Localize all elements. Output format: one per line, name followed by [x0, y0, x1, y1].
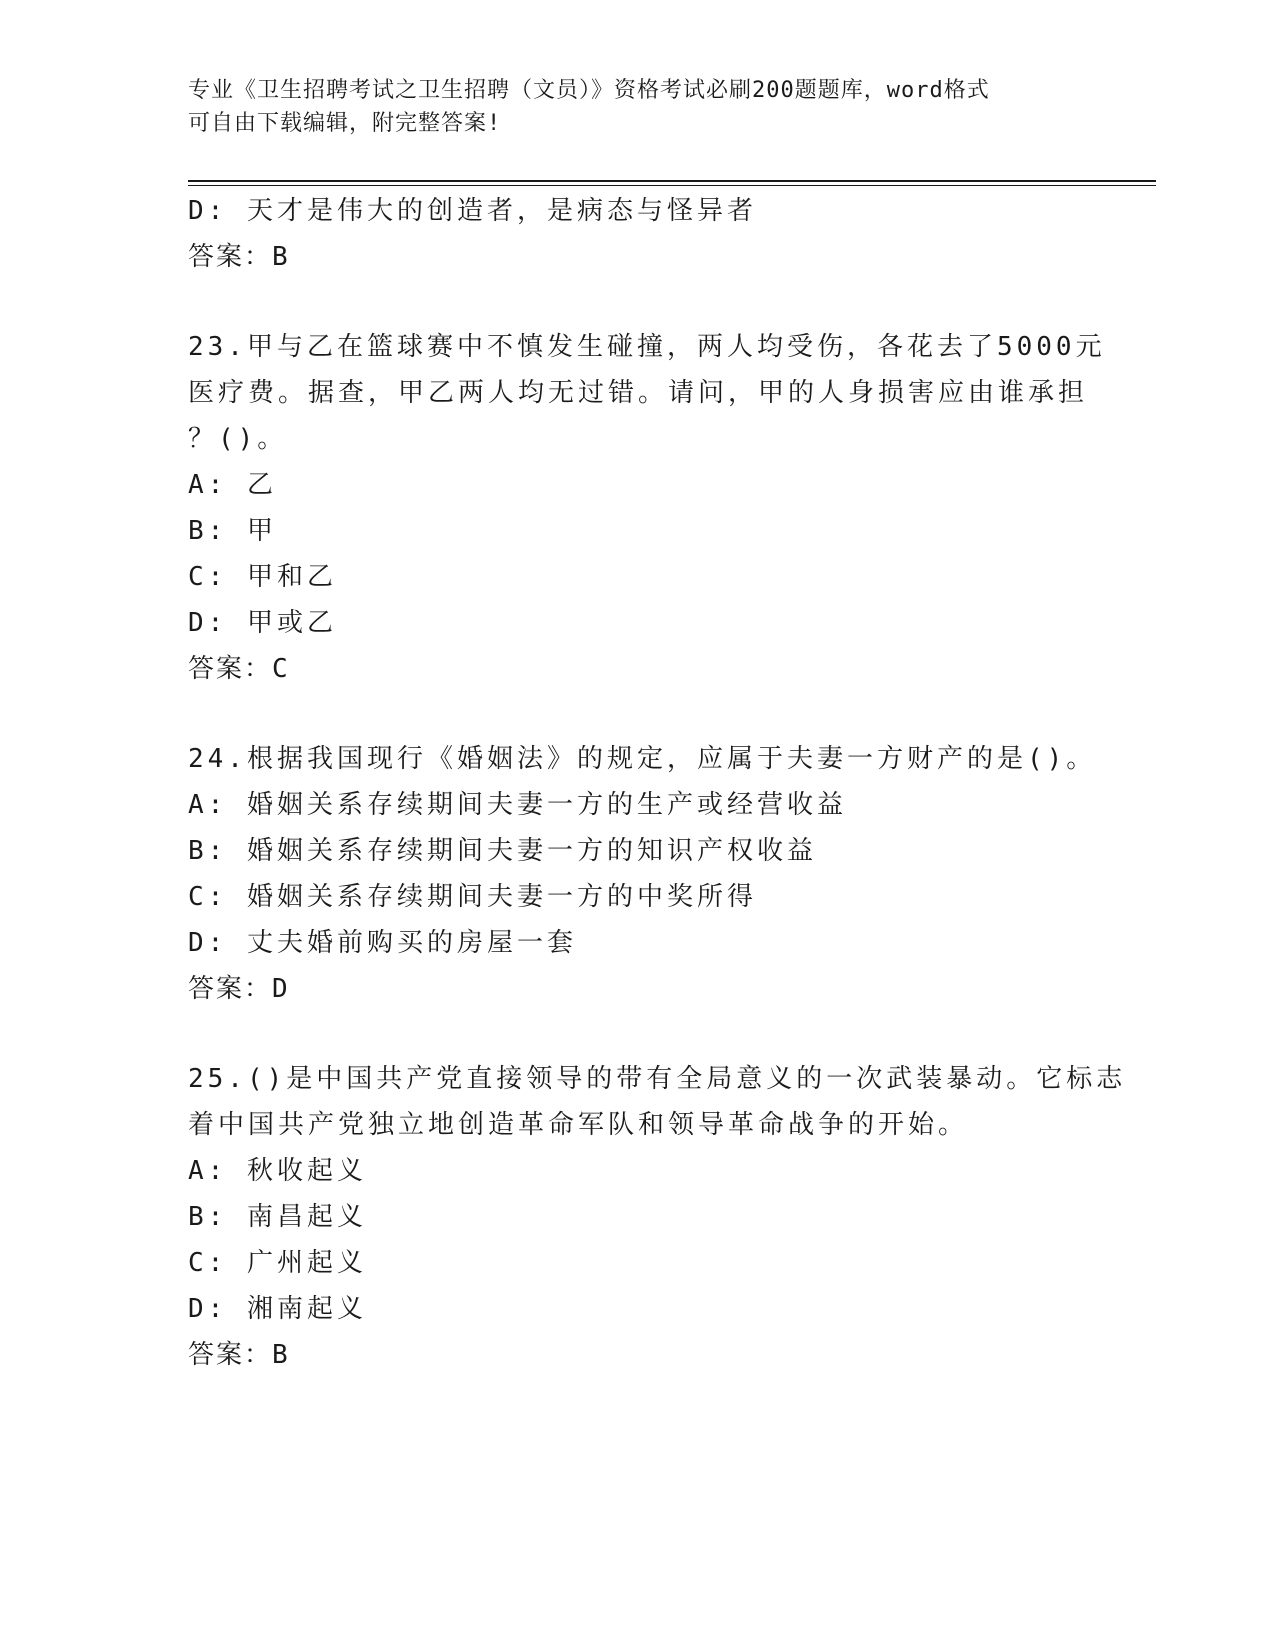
answer: 答案：C: [188, 654, 290, 684]
question-stem-line: 23.甲与乙在篮球赛中不慎发生碰撞，两人均受伤，各花去了5000元: [188, 332, 1106, 362]
question-stem-line: 着中国共产党独立地创造革命军队和领导革命战争的开始。: [188, 1110, 969, 1140]
prev-question-answer: 答案：B: [188, 242, 290, 272]
question-stem-line: 24.根据我国现行《婚姻法》的规定，应属于夫妻一方财产的是()。: [188, 744, 1097, 774]
question-stem-line: 医疗费。据查，甲乙两人均无过错。请问，甲的人身损害应由谁承担: [188, 378, 1089, 408]
option-a: A: 婚姻关系存续期间夫妻一方的生产或经营收益: [188, 790, 847, 820]
option-c: C: 婚姻关系存续期间夫妻一方的中奖所得: [188, 882, 757, 912]
question-23: [188, 324, 1106, 692]
answer: 答案：D: [188, 974, 290, 1004]
prev-question-option-d: D: 天才是伟大的创造者，是病态与怪异者: [188, 196, 757, 226]
header-divider-thick: [188, 180, 1156, 182]
question-24: [188, 736, 1097, 1012]
option-b: B: 婚姻关系存续期间夫妻一方的知识产权收益: [188, 836, 817, 866]
option-d: D: 湘南起义: [188, 1294, 367, 1324]
document-header: [188, 74, 1088, 140]
question-list: [188, 188, 1127, 1378]
option-a: A: 秋收起义: [188, 1156, 367, 1186]
option-c: C: 甲和乙: [188, 562, 337, 592]
question-25: [188, 1056, 1127, 1378]
option-b: B: 甲: [188, 516, 277, 546]
header-line-1: 专业《卫生招聘考试之卫生招聘（文员）》资格考试必刷200题题库，word格式: [188, 78, 990, 103]
header-divider-thin: [188, 185, 1156, 186]
option-d: D: 甲或乙: [188, 608, 337, 638]
answer: 答案：B: [188, 1340, 290, 1370]
option-c: C: 广州起义: [188, 1248, 367, 1278]
question-stem-line: ？()。: [188, 424, 288, 454]
option-a: A: 乙: [188, 470, 277, 500]
option-b: B: 南昌起义: [188, 1202, 367, 1232]
header-line-2: 可自由下载编辑，附完整答案!: [188, 111, 502, 136]
question-stem-line: 25.()是中国共产党直接领导的带有全局意义的一次武装暴动。它标志: [188, 1064, 1127, 1094]
option-d: D: 丈夫婚前购买的房屋一套: [188, 928, 577, 958]
